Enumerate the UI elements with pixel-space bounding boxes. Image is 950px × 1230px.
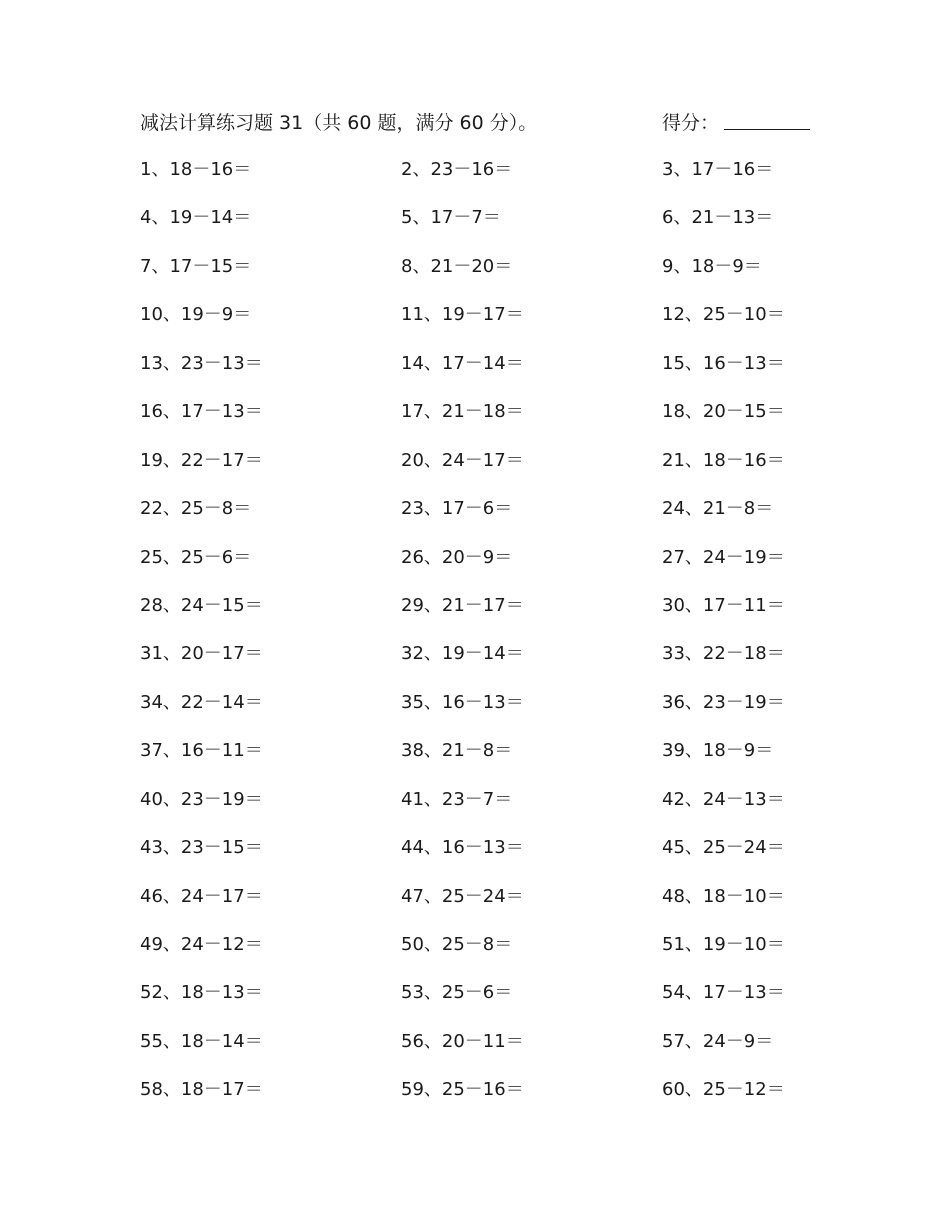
problem-item: 23、17－6＝ [401,498,513,520]
problem-item: 20、24－17＝ [401,449,524,471]
problem-item: 45、25－24＝ [662,837,785,859]
problem-item: 52、18－13＝ [140,982,263,1004]
problem-item: 13、23－13＝ [140,352,263,374]
problem-item: 31、20－17＝ [140,643,263,665]
problem-item: 41、23－7＝ [401,788,513,810]
problem-item: 38、21－8＝ [401,740,513,762]
problem-item: 4、19－14＝ [140,207,252,229]
problem-item: 5、17－7＝ [401,207,501,229]
problem-item: 8、21－20＝ [401,255,513,277]
problem-item: 40、23－19＝ [140,788,263,810]
problem-item: 12、25－10＝ [662,304,785,326]
problem-item: 48、18－10＝ [662,885,785,907]
score-label: 得分： [662,112,720,134]
score-blank-line [724,129,810,130]
problem-item: 46、24－17＝ [140,885,263,907]
problem-item: 35、16－13＝ [401,691,524,713]
problem-item: 59、25－16＝ [401,1079,524,1101]
problem-item: 21、18－16＝ [662,449,785,471]
problem-item: 27、24－19＝ [662,546,785,568]
problem-item: 55、18－14＝ [140,1030,263,1052]
problem-item: 24、21－8＝ [662,498,774,520]
problem-item: 51、19－10＝ [662,934,785,955]
problem-item: 34、22－14＝ [140,691,263,713]
problem-item: 25、25－6＝ [140,546,252,568]
problem-item: 49、24－12＝ [140,934,263,955]
problem-item: 6、21－13＝ [662,207,774,229]
problem-item: 9、18－9＝ [662,255,762,277]
problem-item: 44、16－13＝ [401,837,524,859]
problem-grid [140,156,840,1125]
problem-item: 16、17－13＝ [140,401,263,423]
problem-item: 54、17－13＝ [662,982,785,1004]
problem-item: 2、23－16＝ [401,159,513,180]
problem-item: 29、21－17＝ [401,594,524,616]
problem-item: 30、17－11＝ [662,594,785,616]
problem-item: 26、20－9＝ [401,546,513,568]
problem-item: 50、25－8＝ [401,934,513,955]
problem-item: 36、23－19＝ [662,691,785,713]
problem-item: 33、22－18＝ [662,643,785,665]
worksheet-header [140,108,820,138]
problem-item: 10、19－9＝ [140,304,252,326]
problem-item: 39、18－9＝ [662,740,774,762]
problem-item: 19、22－17＝ [140,449,263,471]
problem-item: 1、18－16＝ [140,159,252,180]
problem-item: 57、24－9＝ [662,1030,774,1052]
problem-item: 18、20－15＝ [662,401,785,423]
problem-item: 60、25－12＝ [662,1079,785,1101]
problem-item: 37、16－11＝ [140,740,263,762]
problem-item: 58、18－17＝ [140,1079,263,1101]
problem-item: 56、20－11＝ [401,1030,524,1052]
problem-item: 15、16－13＝ [662,352,785,374]
problem-item: 53、25－6＝ [401,982,513,1004]
problem-item: 14、17－14＝ [401,352,524,374]
problem-item: 3、17－16＝ [662,159,774,180]
problem-item: 17、21－18＝ [401,401,524,423]
problem-item: 22、25－8＝ [140,498,252,520]
problem-item: 43、23－15＝ [140,837,263,859]
problem-item: 7、17－15＝ [140,255,252,277]
problem-item: 32、19－14＝ [401,643,524,665]
problem-item: 42、24－13＝ [662,788,785,810]
worksheet-title: 减法计算练习题 31（共 60 题，满分 60 分）。 [140,112,538,134]
problem-item: 28、24－15＝ [140,594,263,616]
problem-item: 47、25－24＝ [401,885,524,907]
problem-item: 11、19－17＝ [401,304,524,326]
